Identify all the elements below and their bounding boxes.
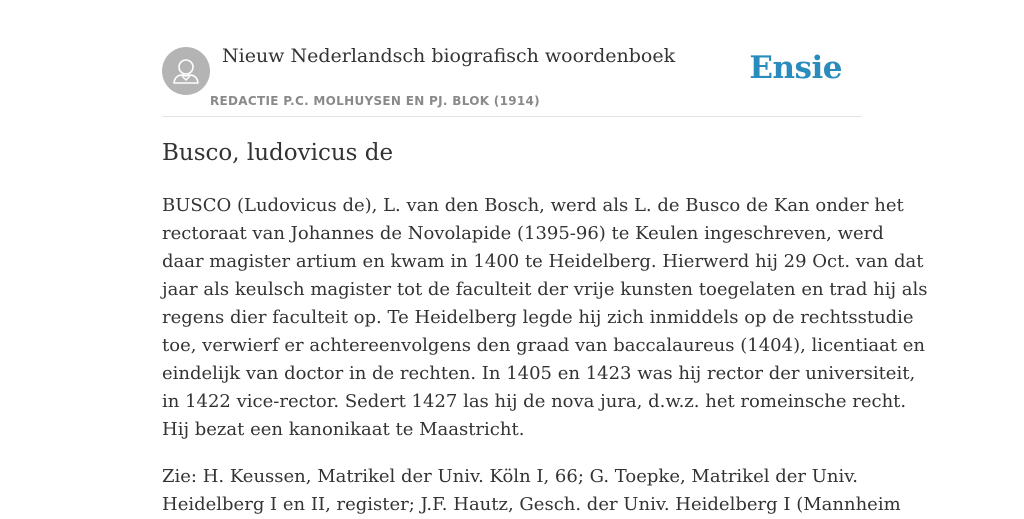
- body-line: jaar als keulsch magister tot de faculteit der vrije kunsten toegelaten en trad hij als: [162, 279, 928, 300]
- body-line: daar magister artium en kwam in 1400 te Heidelberg. Hierwerd hij 29 Oct. van dat: [162, 251, 924, 272]
- source-avatar[interactable]: [162, 47, 210, 95]
- body-line: Hij bezat een kanonikaat te Maastricht.: [162, 419, 525, 440]
- body-line: BUSCO (Ludovicus de), L. van den Bosch, werd als L. de Busco de Kan onder het: [162, 195, 904, 216]
- body-line: toe, verwierf er achtereenvolgens den graad van baccalaureus (1404), licentiaat en: [162, 335, 926, 356]
- body-line: regens dier faculteit op. Te Heidelberg legde hij zich inmiddels op de rechtsstudie: [162, 307, 914, 328]
- source-header: [162, 0, 862, 117]
- entry-references: [162, 463, 901, 519]
- page-container: [162, 0, 928, 515]
- entry-title: Busco, ludovicus de: [162, 140, 394, 166]
- body-line: in 1422 vice-rector. Sedert 1427 las hij de nova jura, d.w.z. het romeinsche recht.: [162, 391, 907, 412]
- source-title-link[interactable]: Nieuw Nederlandsch biografisch woordenboek: [222, 45, 676, 67]
- entry-body: [162, 192, 928, 444]
- source-editors: REDACTIE P.C. MOLHUYSEN EN PJ. BLOK (1914): [210, 94, 540, 108]
- reference-line: Heidelberg I en II, register; J.F. Hautz, Gesch. der Univ. Heidelberg I (Mannheim: [162, 494, 901, 515]
- reference-line: Zie: H. Keussen, Matrikel der Univ. Köln I, 66; G. Toepke, Matrikel der Univ.: [162, 466, 858, 487]
- body-line: rectoraat van Johannes de Novolapide (1395-96) te Keulen ingeschreven, werd: [162, 223, 884, 244]
- ensie-logo-link[interactable]: Ensie: [749, 50, 842, 86]
- user-icon: [162, 47, 210, 95]
- body-line: eindelijk van doctor in de rechten. In 1405 en 1423 was hij rector der universiteit,: [162, 363, 916, 384]
